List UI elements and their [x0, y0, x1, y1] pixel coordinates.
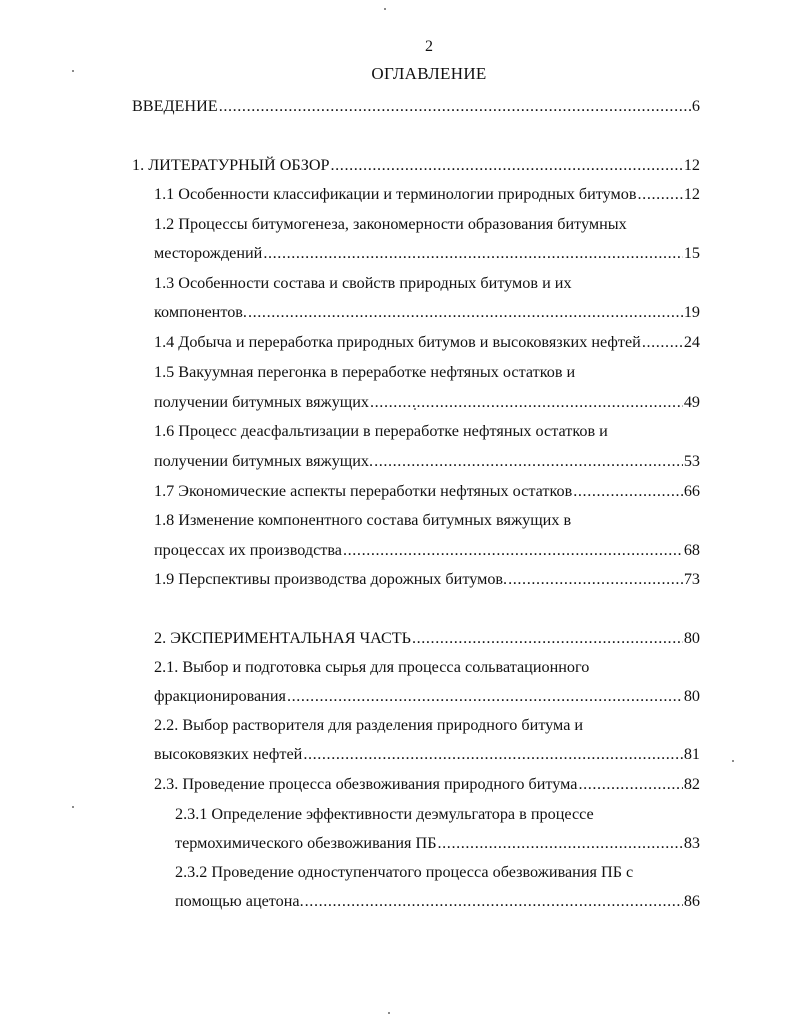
toc-entry-s1-2[interactable] — [154, 243, 700, 263]
toc-entry-page: 83 — [683, 834, 700, 852]
toc-entry-page: 66 — [683, 482, 700, 500]
toc-entry-s1-3-first-line: 1.3 Особенности состава и свойств природных битумов и их — [154, 274, 572, 292]
toc-entry-page: 80 — [683, 687, 700, 705]
toc-entry-ch1[interactable] — [132, 155, 700, 175]
toc-entry-page: 15 — [683, 244, 700, 262]
scan-speck — [384, 8, 386, 10]
toc-entry-page: 80 — [683, 629, 700, 647]
toc-entry-s2-3[interactable] — [154, 774, 700, 794]
toc-entry-text: помощью ацетона. — [175, 892, 304, 910]
toc-entry-s1-9[interactable] — [154, 569, 700, 589]
toc-leader-dots — [638, 184, 683, 204]
toc-entry-page: 6 — [691, 97, 700, 115]
toc-entry-page: 68 — [683, 541, 700, 559]
toc-leader-dots — [642, 332, 683, 352]
toc-entry-text: 1.4 Добыча и переработка природных битумов и высоковязких нефтей — [154, 333, 641, 351]
scan-speck — [72, 70, 74, 72]
toc-entry-s1-3[interactable] — [154, 302, 700, 322]
toc-leader-dots — [287, 686, 683, 706]
toc-entry-page: 49 — [683, 393, 700, 411]
toc-entry-text: 2. ЭКСПЕРИМЕНТАЛЬНАЯ ЧАСТЬ — [154, 629, 411, 647]
scan-speck — [732, 760, 734, 762]
page-title: ОГЛАВЛЕНИЕ — [371, 64, 487, 83]
toc-entry-ch2[interactable] — [154, 628, 700, 648]
toc-leader-dots — [508, 569, 683, 589]
toc-entry-page: 19 — [683, 303, 700, 321]
toc-entry-s1-8-first-line: 1.8 Изменение компонентного состава битумных вяжущих в — [154, 511, 572, 529]
toc-entry-s1-1[interactable] — [154, 184, 700, 204]
toc-entry-page: 81 — [683, 745, 700, 763]
toc-entry-text: месторождений — [154, 244, 263, 262]
toc-entry-s2-3-2-first-line: 2.3.2 Проведение одноступенчатого процесса обезвоживания ПБ с — [175, 863, 634, 881]
toc-entry-s2-3-2[interactable] — [175, 891, 700, 911]
toc-entry-s1-4[interactable] — [154, 332, 700, 352]
toc-entry-s2-2-first-line: 2.2. Выбор растворителя для разделения природного битума и — [154, 716, 584, 734]
toc-entry-s2-2[interactable] — [154, 744, 700, 764]
toc-entry-s2-1[interactable] — [154, 686, 700, 706]
toc-entry-s1-6-first-line: 1.6 Процесс деасфальтизации в переработке нефтяных остатков и — [154, 422, 608, 440]
toc-leader-dots — [438, 833, 683, 853]
toc-entry-s2-3-1[interactable] — [175, 833, 700, 853]
toc-entry-page: 82 — [683, 775, 700, 793]
toc-entry-text: фракционирования — [154, 687, 286, 705]
toc-entry-s1-7[interactable] — [154, 481, 700, 501]
toc-entry-text: 1.9 Перспективы производства дорожных битумов. — [154, 570, 508, 588]
toc-entry-s1-5-first-line: 1.5 Вакуумная перегонка в переработке нефтяных остатков и — [154, 363, 576, 381]
toc-entry-s1-5[interactable] — [154, 392, 700, 412]
toc-entry-s2-3-1-first-line: 2.3.1 Определение эффективности деэмульгатора в процессе — [175, 805, 594, 823]
toc-entry-text: получении битумных вяжущих. — [154, 452, 374, 470]
toc-entry-text: 1.1 Особенности классификации и терминологии природных битумов — [154, 185, 637, 203]
toc-entry-text: компонентов. — [154, 303, 247, 321]
toc-leader-dots — [263, 243, 682, 263]
toc-entry-page: 12 — [683, 185, 700, 203]
toc-entry-text: высоковязких нефтей — [154, 745, 303, 763]
toc-leader-dots — [370, 392, 683, 412]
toc-entry-page: 12 — [683, 156, 700, 174]
scan-speck — [388, 1012, 390, 1014]
toc-leader-dots — [331, 155, 683, 175]
toc-entry-page: 24 — [683, 333, 700, 351]
toc-leader-dots — [219, 96, 691, 116]
toc-leader-dots — [412, 628, 683, 648]
toc-entry-s2-1-first-line: 2.1. Выбор и подготовка сырья для процесса сольватационного — [154, 658, 590, 676]
toc-leader-dots — [578, 774, 682, 794]
toc-leader-dots — [573, 481, 683, 501]
toc-entry-text: 1. ЛИТЕРАТУРНЫЙ ОБЗОР — [132, 156, 330, 174]
toc-entry-s1-6[interactable] — [154, 451, 700, 471]
toc-entry-text: процессах их производства — [154, 541, 342, 559]
toc-entry-page: 73 — [683, 570, 700, 588]
toc-entry-text: 1.7 Экономические аспекты переработки нефтяных остатков — [154, 482, 573, 500]
scan-speck — [72, 806, 74, 808]
toc-leader-dots — [374, 451, 683, 471]
toc-leader-dots — [248, 302, 683, 322]
toc-leader-dots — [303, 744, 682, 764]
toc-entry-text: ВВЕДЕНИЕ — [132, 97, 218, 115]
scan-speck — [414, 408, 416, 410]
toc-leader-dots — [343, 540, 683, 560]
toc-entry-s1-8[interactable] — [154, 540, 700, 560]
toc-entry-s1-2-first-line: 1.2 Процессы битумогенеза, закономерности образования битумных — [154, 215, 627, 233]
page-number: 2 — [425, 38, 433, 55]
toc-leader-dots — [305, 891, 683, 911]
toc-entry-text: 2.3. Проведение процесса обезвоживания природного битума — [154, 775, 578, 793]
toc-entry-text: термохимического обезвоживания ПБ — [175, 834, 437, 852]
toc-entry-page: 53 — [683, 452, 700, 470]
toc-entry-intro[interactable] — [132, 96, 700, 116]
toc-entry-page: 86 — [683, 892, 700, 910]
toc-entry-text: получении битумных вяжущих — [154, 393, 370, 411]
